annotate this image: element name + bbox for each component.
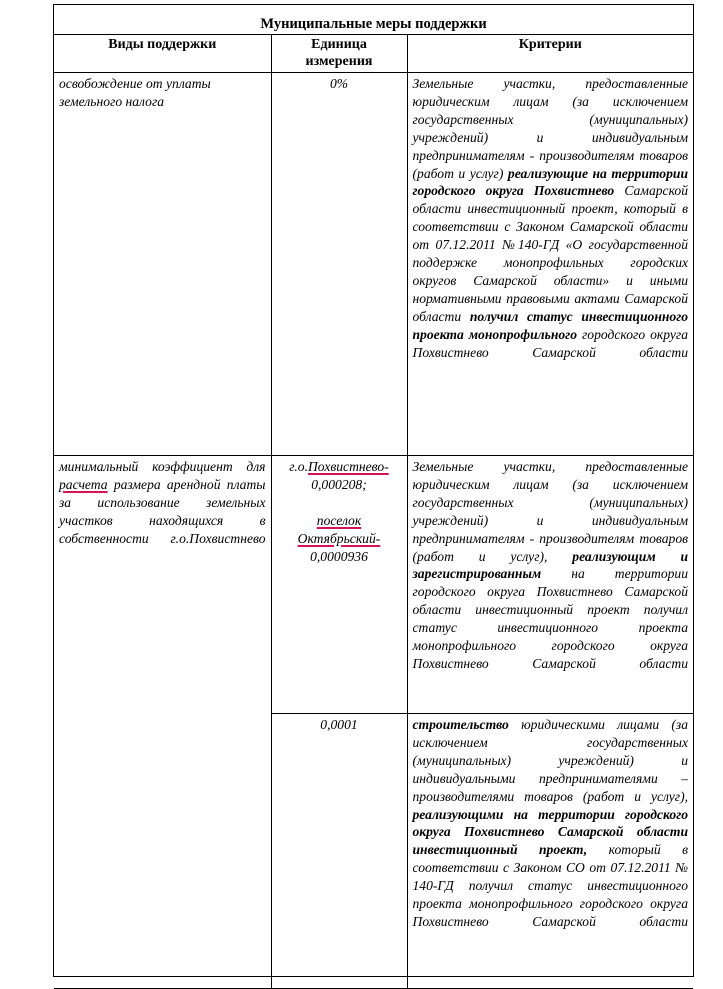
support-measures-document [53, 4, 694, 977]
criteria-bold-text: получил статус инвестиционного проекта монопрофильного [412, 308, 689, 342]
table-row [54, 456, 693, 714]
support-type-text: размера арендной платы за использование земельных участков находящихся в собственности г.о.Похвистнево [59, 476, 266, 546]
header-criteria: Критерии [407, 35, 693, 73]
header-unit-line2: измерения [305, 54, 373, 69]
criteria-bold-text: реализующим и зарегистрированным [412, 548, 689, 582]
header-unit-line1: Единица [311, 37, 367, 52]
criteria-cell [407, 714, 693, 989]
header-support-types: Виды поддержки [54, 35, 271, 73]
table-row [54, 73, 693, 456]
support-measures-table [54, 5, 693, 989]
unit-cell [271, 456, 407, 714]
header-row [54, 35, 693, 73]
criteria-text: юридическими лицами (за исключением государственных (муниципальных) учреждений) и индивидуальными предпринимателями – производителями товаров (работ и услуг), [412, 717, 689, 804]
unit-spacer [277, 494, 402, 512]
unit-prefix: г.о. [289, 459, 308, 474]
criteria-text: Самарской области инвестиционный проект, который в соответствии с Законом Самарской области от 07.12.2011 №140-ГД «О государственной поддержке монопрофильных городских округов Самарской области» и иными нормативными правовыми актами Самарской области [412, 183, 689, 324]
unit-cell: 0,0001 [271, 714, 407, 989]
unit-line [277, 530, 402, 548]
unit-line [277, 458, 402, 476]
spellcheck-underlined-word: Октябрьский- [297, 530, 381, 546]
support-type-line1: освобождение от уплаты [59, 76, 211, 91]
unit-line [277, 512, 402, 530]
criteria-text: который в соответствии с Законом СО от 07.12.2011 № 140-ГД получил статус инвестиционного проекта монопрофильного городского округа Похвистнево Самарской области [412, 842, 689, 929]
unit-cell: 0% [271, 73, 407, 456]
unit-value: 0,0000936 [310, 548, 368, 564]
criteria-text: городского округа Похвистнево Самарской области [412, 326, 689, 360]
criteria-text: на территории городского округа Похвистнево Самарской области инвестиционный проект получил статус инвестиционного проекта монопрофильного городского округа Похвистнево Самарской области [412, 566, 689, 671]
spellcheck-underlined-word: расчета [59, 476, 108, 492]
support-type-line2: земельного налога [59, 93, 165, 109]
spellcheck-underlined-word: Похвистнево- [307, 459, 389, 474]
criteria-cell [407, 73, 693, 456]
support-type-cell [54, 73, 271, 456]
spellcheck-underlined-word: поселок [316, 512, 362, 528]
table-title: Муниципальные меры поддержки [54, 5, 693, 35]
unit-value: 0,000208; [311, 476, 367, 492]
criteria-bold-text: строительство [412, 717, 509, 732]
criteria-cell [407, 456, 693, 714]
criteria-text: Земельные участки, предоставленные юридическим лицам (за исключением государственных (муниципальных) учреждений) и индивидуальным предпринимателям - производителям товаров (работ и услуг) [412, 76, 689, 181]
support-type-text: минимальный коэффициент для [59, 459, 266, 474]
support-type-cell [54, 456, 271, 989]
criteria-text: Земельные участки, предоставленные юридическим лицам (за исключением государственных (муниципальных) учреждений) и индивидуальным предпринимателям - производителям товаров (работ и услуг), [412, 459, 689, 564]
title-row [54, 5, 693, 35]
criteria-bold-text: реализующие на территории городского округа Похвистнево [412, 165, 689, 199]
criteria-bold-text: реализующими на территории городского округа Похвистнево Самарской области инвестиционный проект, [412, 806, 689, 858]
header-unit [271, 35, 407, 73]
